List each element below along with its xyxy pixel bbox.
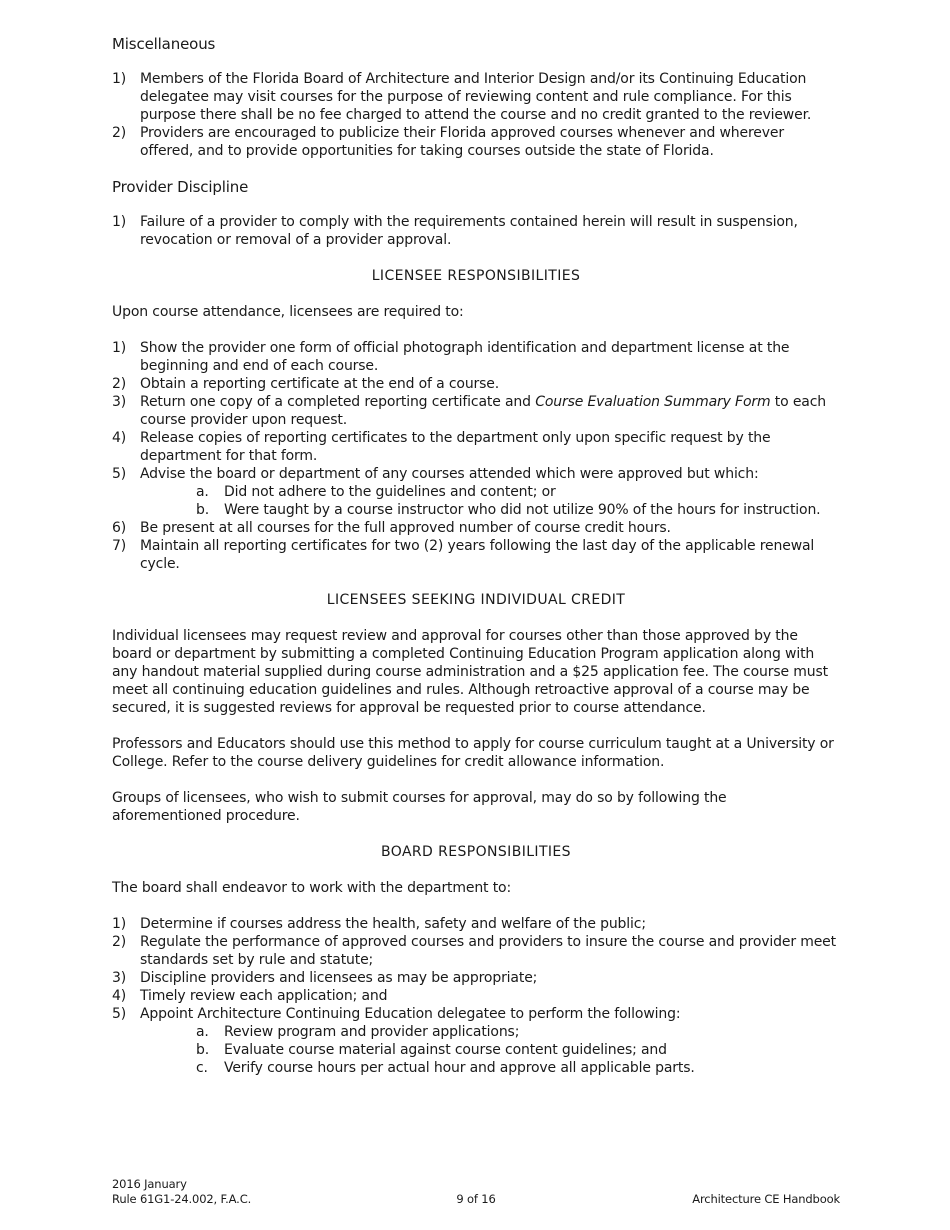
discipline-heading: Provider Discipline: [112, 178, 249, 196]
misc-heading: Miscellaneous: [112, 35, 216, 53]
list-item: 2) Providers are encouraged to publicize their Florida approved courses whenever and wherever offered, and to provide opportunities for taking courses outside the state of Florida.: [112, 125, 784, 159]
list-item: 6) Be present at all courses for the full approved number of course credit hours.: [112, 520, 671, 536]
discipline-list: [112, 213, 840, 249]
footer-rule: Rule 61G1-24.002, F.A.C.: [112, 1192, 252, 1206]
individual-paragraph-3: Groups of licensees, who wish to submit courses for approval, may do so by following the aforementioned procedure.: [112, 790, 727, 824]
sub-list-item: a. Review program and provider applications;: [196, 1024, 520, 1040]
board-list: [112, 915, 840, 1077]
individual-paragraph-1: Individual licensees may request review and approval for courses other than those approved by the board or department by submitting a completed Continuing Education Program application along with any handout material supplied during course administration and a $25 application fee. The course must meet all continuing education guidelines and rules. Although retroactive approval of a course may be secured, it is suggested reviews for approval be requested prior to course attendance.: [112, 628, 828, 716]
sub-list-item: a. Did not adhere to the guidelines and content; or: [196, 484, 556, 500]
list-item: 1) Failure of a provider to comply with the requirements contained herein will result in suspension, revocation or removal of a provider approval.: [112, 214, 798, 248]
page-number: 9 of 16: [456, 1192, 496, 1206]
board-sublist: [112, 1023, 840, 1077]
licensee-sublist: [112, 483, 840, 519]
list-item: 3) Return one copy of a completed reporting certificate and Course Evaluation Summary Form to each course provider upon request.: [112, 394, 826, 428]
document-page: [112, 35, 840, 1077]
list-item: 5) Advise the board or department of any courses attended which were approved but which: a. Did not adhere to the guidelines and content; or b. Were taught by a course instructor who did not utilize 90% of the hours for instruction.: [112, 465, 840, 519]
list-item: 1) Determine if courses address the health, safety and welfare of the public;: [112, 916, 646, 932]
list-item: 3) Discipline providers and licensees as may be appropriate;: [112, 970, 538, 986]
individual-heading: LICENSEES SEEKING INDIVIDUAL CREDIT: [326, 592, 626, 608]
list-item: 5) Appoint Architecture Continuing Education delegatee to perform the following: a. Review program and provider applications; b. Evaluate course material against course content guidelines; and c. Verify course hours per actual hour and approve all applicable parts.: [112, 1005, 840, 1077]
individual-paragraph-2: Professors and Educators should use this method to apply for course curriculum taught at a University or College. Refer to the course delivery guidelines for credit allowance information.: [112, 736, 834, 770]
sub-list-item: b. Were taught by a course instructor who did not utilize 90% of the hours for instruction.: [196, 502, 821, 518]
list-item: 7) Maintain all reporting certificates for two (2) years following the last day of the applicable renewal cycle.: [112, 538, 815, 572]
list-item: 4) Release copies of reporting certificates to the department only upon specific request by the department for that form.: [112, 430, 771, 464]
list-item: 1) Members of the Florida Board of Architecture and Interior Design and/or its Continuing Education delegatee may visit courses for the purpose of reviewing content and rule compliance. For this purpose there shall be no fee charged to attend the course and no credit granted to the reviewer.: [112, 71, 812, 123]
board-intro: The board shall endeavor to work with the department to:: [112, 880, 512, 896]
list-item: 2) Obtain a reporting certificate at the end of a course.: [112, 376, 500, 392]
list-item: 4) Timely review each application; and: [112, 988, 388, 1004]
footer-title: Architecture CE Handbook: [692, 1192, 840, 1206]
licensee-list: [112, 339, 840, 573]
licensee-intro: Upon course attendance, licensees are required to:: [112, 304, 464, 320]
footer-date: 2016 January: [112, 1177, 187, 1191]
form-name: Course Evaluation Summary Form: [535, 394, 771, 410]
list-item: 2) Regulate the performance of approved courses and providers to insure the course and provider meet standards set by rule and statute;: [112, 934, 836, 968]
board-heading: BOARD RESPONSIBILITIES: [381, 844, 571, 860]
misc-list: [112, 70, 840, 160]
sub-list-item: c. Verify course hours per actual hour and approve all applicable parts.: [196, 1060, 695, 1076]
page-footer: [112, 1177, 840, 1207]
sub-list-item: b. Evaluate course material against course content guidelines; and: [196, 1042, 667, 1058]
list-item: 1) Show the provider one form of official photograph identification and department license at the beginning and end of each course.: [112, 340, 790, 374]
licensee-heading: LICENSEE RESPONSIBILITIES: [371, 268, 581, 284]
